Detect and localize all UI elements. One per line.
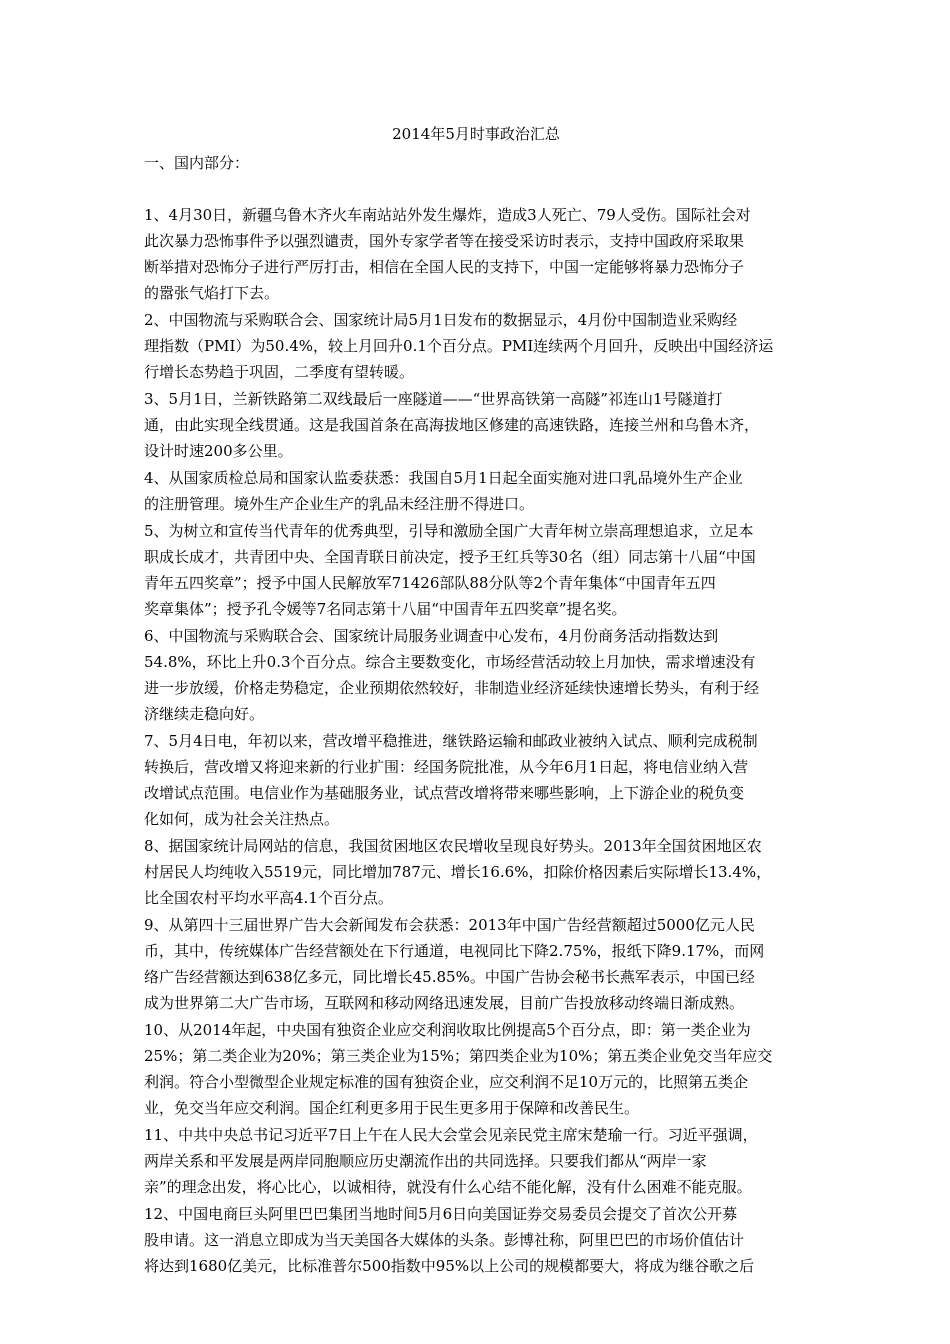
text-line: 股申请。这一消息立即成为当天美国各大媒体的头条。彭博社称，阿里巴巴的市场价值估计: [144, 1231, 745, 1249]
text-line: 转换后，营改增又将迎来新的行业扩围：经国务院批准，从今年6月1日起，将电信业纳入营: [144, 758, 749, 776]
text-line: 将达到1680亿美元，比标准普尔500指数中95%以上公司的规模都要大，将成为继谷歌之后: [144, 1257, 755, 1275]
news-item-12: [144, 1201, 808, 1279]
text-line: 设计时速200多公里。: [144, 442, 293, 460]
text-line: 币，其中，传统媒体广告经营额处在下行通道，电视同比下降2.75%，报纸下降9.17%，而网: [144, 942, 765, 960]
section-heading: 一、国内部分：: [144, 154, 250, 172]
text-line: 7、5月4日电，年初以来，营改增平稳推进，继铁路运输和邮政业被纳入试点、顺利完成税制: [144, 732, 758, 750]
text-line: 10、从2014年起，中央国有独资企业应交利润收取比例提高5个百分点，即：第一类企业为: [144, 1021, 751, 1039]
text-line: 济继续走稳向好。: [144, 705, 265, 723]
news-item-2: [144, 307, 808, 385]
document-title: 2014年5月时事政治汇总: [392, 125, 560, 143]
text-line: 络广告经营额达到638亿多元，同比增长45.85%。中国广告协会秘书长燕军表示，中国已经: [144, 968, 755, 986]
text-line: 6、中国物流与采购联合会、国家统计局服务业调查中心发布，4月份商务活动指数达到: [144, 627, 719, 645]
text-line: 奖章集体”；授予孔令媛等7名同志第十八届“中国青年五四奖章”提名奖。: [144, 600, 627, 618]
text-line: 亲”的理念出发，将心比心，以诚相待，就没有什么心结不能化解，没有什么困难不能克服。: [144, 1178, 752, 1196]
text-line: 比全国农村平均水平高4.1个百分点。: [144, 889, 393, 907]
text-line: 9、从第四十三届世界广告大会新闻发布会获悉：2013年中国广告经营额超过5000亿元人民: [144, 916, 755, 934]
text-line: 此次暴力恐怖事件予以强烈谴责，国外专家学者等在接受采访时表示，支持中国政府采取果: [144, 232, 745, 250]
news-item-4: [144, 465, 808, 517]
document-page: [144, 124, 808, 1280]
news-item-3: [144, 386, 808, 464]
text-line: 村居民人均纯收入5519元，同比增加787元、增长16.6%，扣除价格因素后实际增长13.4%，: [144, 863, 772, 881]
blank-line: [144, 176, 808, 202]
text-line: 进一步放缓，价格走势稳定，企业预期依然较好，非制造业经济延续快速增长势头，有利于经: [144, 679, 760, 697]
text-line: 5、为树立和宣传当代青年的优秀典型，引导和激励全国广大青年树立崇高理想追求，立足本: [144, 522, 754, 540]
news-item-9: [144, 912, 808, 1016]
text-line: 理指数（PMI）为50.4%，较上月回升0.1个百分点。PMI连续两个月回升，反映出中国经济运: [144, 337, 774, 355]
text-line: 25%；第二类企业为20%；第三类企业为15%；第四类企业为10%；第五类企业免交当年应交: [144, 1047, 773, 1065]
text-line: 职成长成才，共青团中央、全国青联日前决定，授予王红兵等30名（组）同志第十八届“中国: [144, 548, 756, 566]
text-line: 8、据国家统计局网站的信息，我国贫困地区农民增收呈现良好势头。2013年全国贫困地区农: [144, 837, 762, 855]
news-item-6: [144, 623, 808, 727]
text-line: 化如何，成为社会关注热点。: [144, 810, 340, 828]
text-line: 12、中国电商巨头阿里巴巴集团当地时间5月6日向美国证券交易委员会提交了首次公开募: [144, 1205, 738, 1223]
paragraph-list: [144, 202, 808, 1279]
text-line: 断举措对恐怖分子进行严厉打击，相信在全国人民的支持下，中国一定能够将暴力恐怖分子: [144, 258, 745, 276]
text-line: 行增长态势趋于巩固，二季度有望转暖。: [144, 363, 415, 381]
text-line: 4、从国家质检总局和国家认监委获悉：我国自5月1日起全面实施对进口乳品境外生产企业: [144, 469, 743, 487]
text-line: 11、中共中央总书记习近平7日上午在人民大会堂会见亲民党主席宋楚瑜一行。习近平强调，: [144, 1126, 758, 1144]
text-line: 的注册管理。境外生产企业生产的乳品未经注册不得进口。: [144, 495, 535, 513]
text-line: 通，由此实现全线贯通。这是我国首条在高海拔地区修建的高速铁路，连接兰州和乌鲁木齐，: [144, 416, 760, 434]
news-item-10: [144, 1017, 808, 1121]
news-item-1: [144, 202, 808, 306]
news-item-5: [144, 518, 808, 622]
text-line: 成为世界第二大广告市场，互联网和移动网络迅速发展，目前广告投放移动终端日渐成熟。: [144, 994, 745, 1012]
text-line: 利润。符合小型微型企业规定标准的国有独资企业，应交利润不足10万元的，比照第五类企: [144, 1073, 749, 1091]
text-line: 改增试点范围。电信业作为基础服务业，试点营改增将带来哪些影响，上下游企业的税负变: [144, 784, 745, 802]
news-item-7: [144, 728, 808, 832]
text-line: 2、中国物流与采购联合会、国家统计局5月1日发布的数据显示，4月份中国制造业采购经: [144, 311, 738, 329]
text-line: 1、4月30日，新疆乌鲁木齐火车南站站外发生爆炸，造成3人死亡、79人受伤。国际社会对: [144, 206, 751, 224]
news-item-11: [144, 1122, 808, 1200]
text-line: 青年五四奖章”；授予中国人民解放军71426部队88分队等2个青年集体“中国青年五四: [144, 574, 716, 592]
text-line: 3、5月1日，兰新铁路第二双线最后一座隧道——“世界高铁第一高隧”祁连山1号隧道打: [144, 390, 723, 408]
text-line: 的嚣张气焰打下去。: [144, 284, 280, 302]
text-line: 两岸关系和平发展是两岸同胞顺应历史潮流作出的共同选择。只要我们都从“两岸一家: [144, 1152, 707, 1170]
news-item-8: [144, 833, 808, 911]
text-line: 54.8%，环比上升0.3个百分点。综合主要数变化，市场经营活动较上月加快，需求增速没有: [144, 653, 756, 671]
text-line: 业，免交当年应交利润。国企红利更多用于民生更多用于保障和改善民生。: [144, 1099, 640, 1117]
